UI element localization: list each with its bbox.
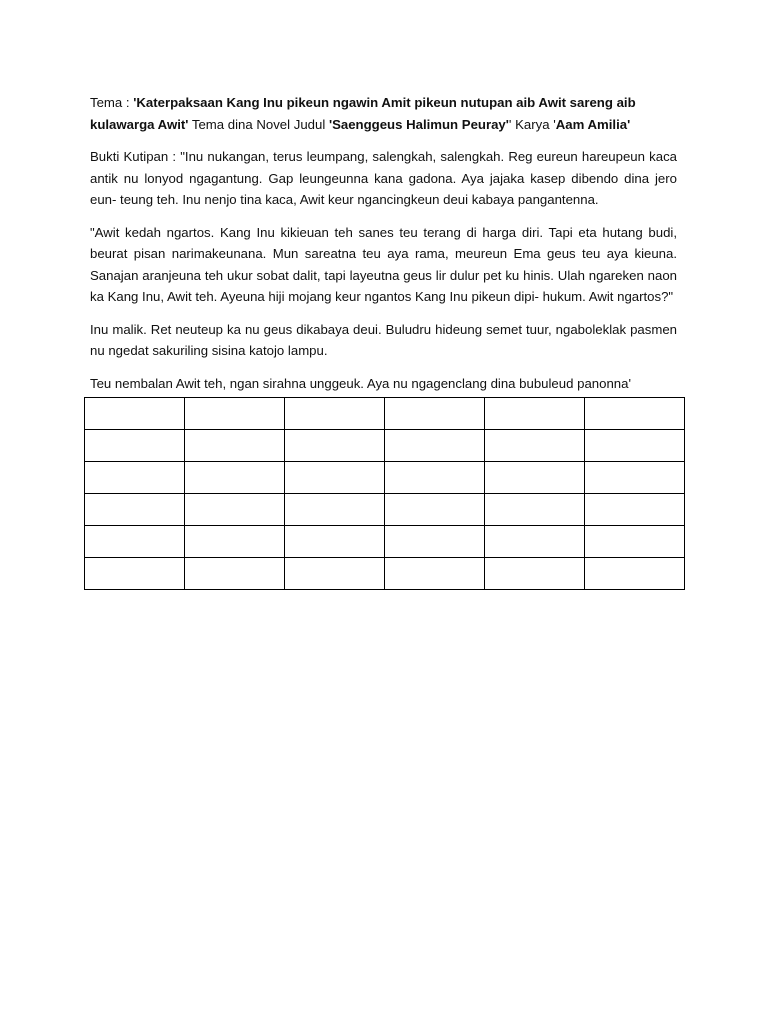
table-cell [85,430,185,462]
table-cell [185,430,285,462]
table-cell [385,430,485,462]
table-row [85,494,685,526]
table-cell [485,430,585,462]
table-cell [585,462,685,494]
table-row [85,462,685,494]
table-cell [285,398,385,430]
theme-paragraph [90,92,677,135]
quote-label: Bukti Kutipan : [90,149,181,164]
table-cell [485,558,585,590]
table-cell [585,526,685,558]
table-cell [385,398,485,430]
table-row [85,398,685,430]
theme-connector: Tema dina Novel Judul [188,116,329,132]
table-cell [285,558,385,590]
table-cell [285,430,385,462]
theme-connector-author: ' Karya ' [508,116,556,132]
theme-title: 'Katerpaksaan Kang Inu pikeun ngawin Amit pikeun nutupan aib Awit sareng aib kulawarga Awit' [90,95,636,132]
theme-label: Tema : [90,95,134,110]
table-cell [85,494,185,526]
table-cell [485,462,585,494]
document-body [90,92,677,405]
table-cell [185,462,285,494]
table-cell [85,526,185,558]
novel-title: 'Saenggeus Halimun Peuray' [328,116,509,132]
table-cell [285,494,385,526]
table-cell [85,462,185,494]
table-body [85,398,685,590]
table-cell [85,558,185,590]
table-cell [385,558,485,590]
quote-paragraph-3: Inu malik. Ret neuteup ka nu geus dikabaya deui. Buludru hideung semet tuur, ngaboleklak pasmen nu ngedat sakuriling sisina katojo lampu. [90,321,677,358]
table-cell [185,398,285,430]
table-cell [185,558,285,590]
table-cell [585,558,685,590]
table-row [85,526,685,558]
quote-paragraph-1 [90,146,677,211]
table-cell [485,398,585,430]
table-cell [585,398,685,430]
table-cell [285,462,385,494]
quote-text-1: "Inu nukangan, terus leumpang, salengkah, salengkah. Reg eureun hareupeun kaca antik nu lonyod ngagantung. Gap leungeunna kana gadona. Aya jajaka kasep dibendo dina jero eun- teung teh. Inu nenjo tina kaca, Awit keur ngancingkeun deui kabaya pangantenna. [90,149,677,207]
empty-table [84,397,685,590]
quote-paragraph-4: Teu nembalan Awit teh, ngan sirahna unggeuk. Aya nu ngagenclang dina bubuleud panonna' [90,375,631,391]
table-row [85,558,685,590]
table-cell [585,494,685,526]
table-cell [585,430,685,462]
author-name: Aam Amilia' [555,116,631,132]
table-cell [85,398,185,430]
table-cell [285,526,385,558]
table-cell [485,526,585,558]
table-cell [185,494,285,526]
table-cell [485,494,585,526]
quote-paragraph-2: "Awit kedah ngartos. Kang Inu kikieuan teh sanes teu terang di harga diri. Tapi eta hutang budi, beurat pisan narimakeunana. Mun sareatna teu aya rama, meureun Ema geus teu aya kieuna. Sanajan aranjeuna teh ukur sobat dalit, tapi layeutna geus lir dulur pet ku hinis. Ulah ngareken naon ka Kang Inu, Awit teh. Ayeuna hiji mojang keur ngantos Kang Inu pikeun dipi- hukum. Awit ngartos?" [90,224,677,304]
table-row [85,430,685,462]
table-cell [385,462,485,494]
table-cell [385,526,485,558]
table-cell [185,526,285,558]
table-cell [385,494,485,526]
